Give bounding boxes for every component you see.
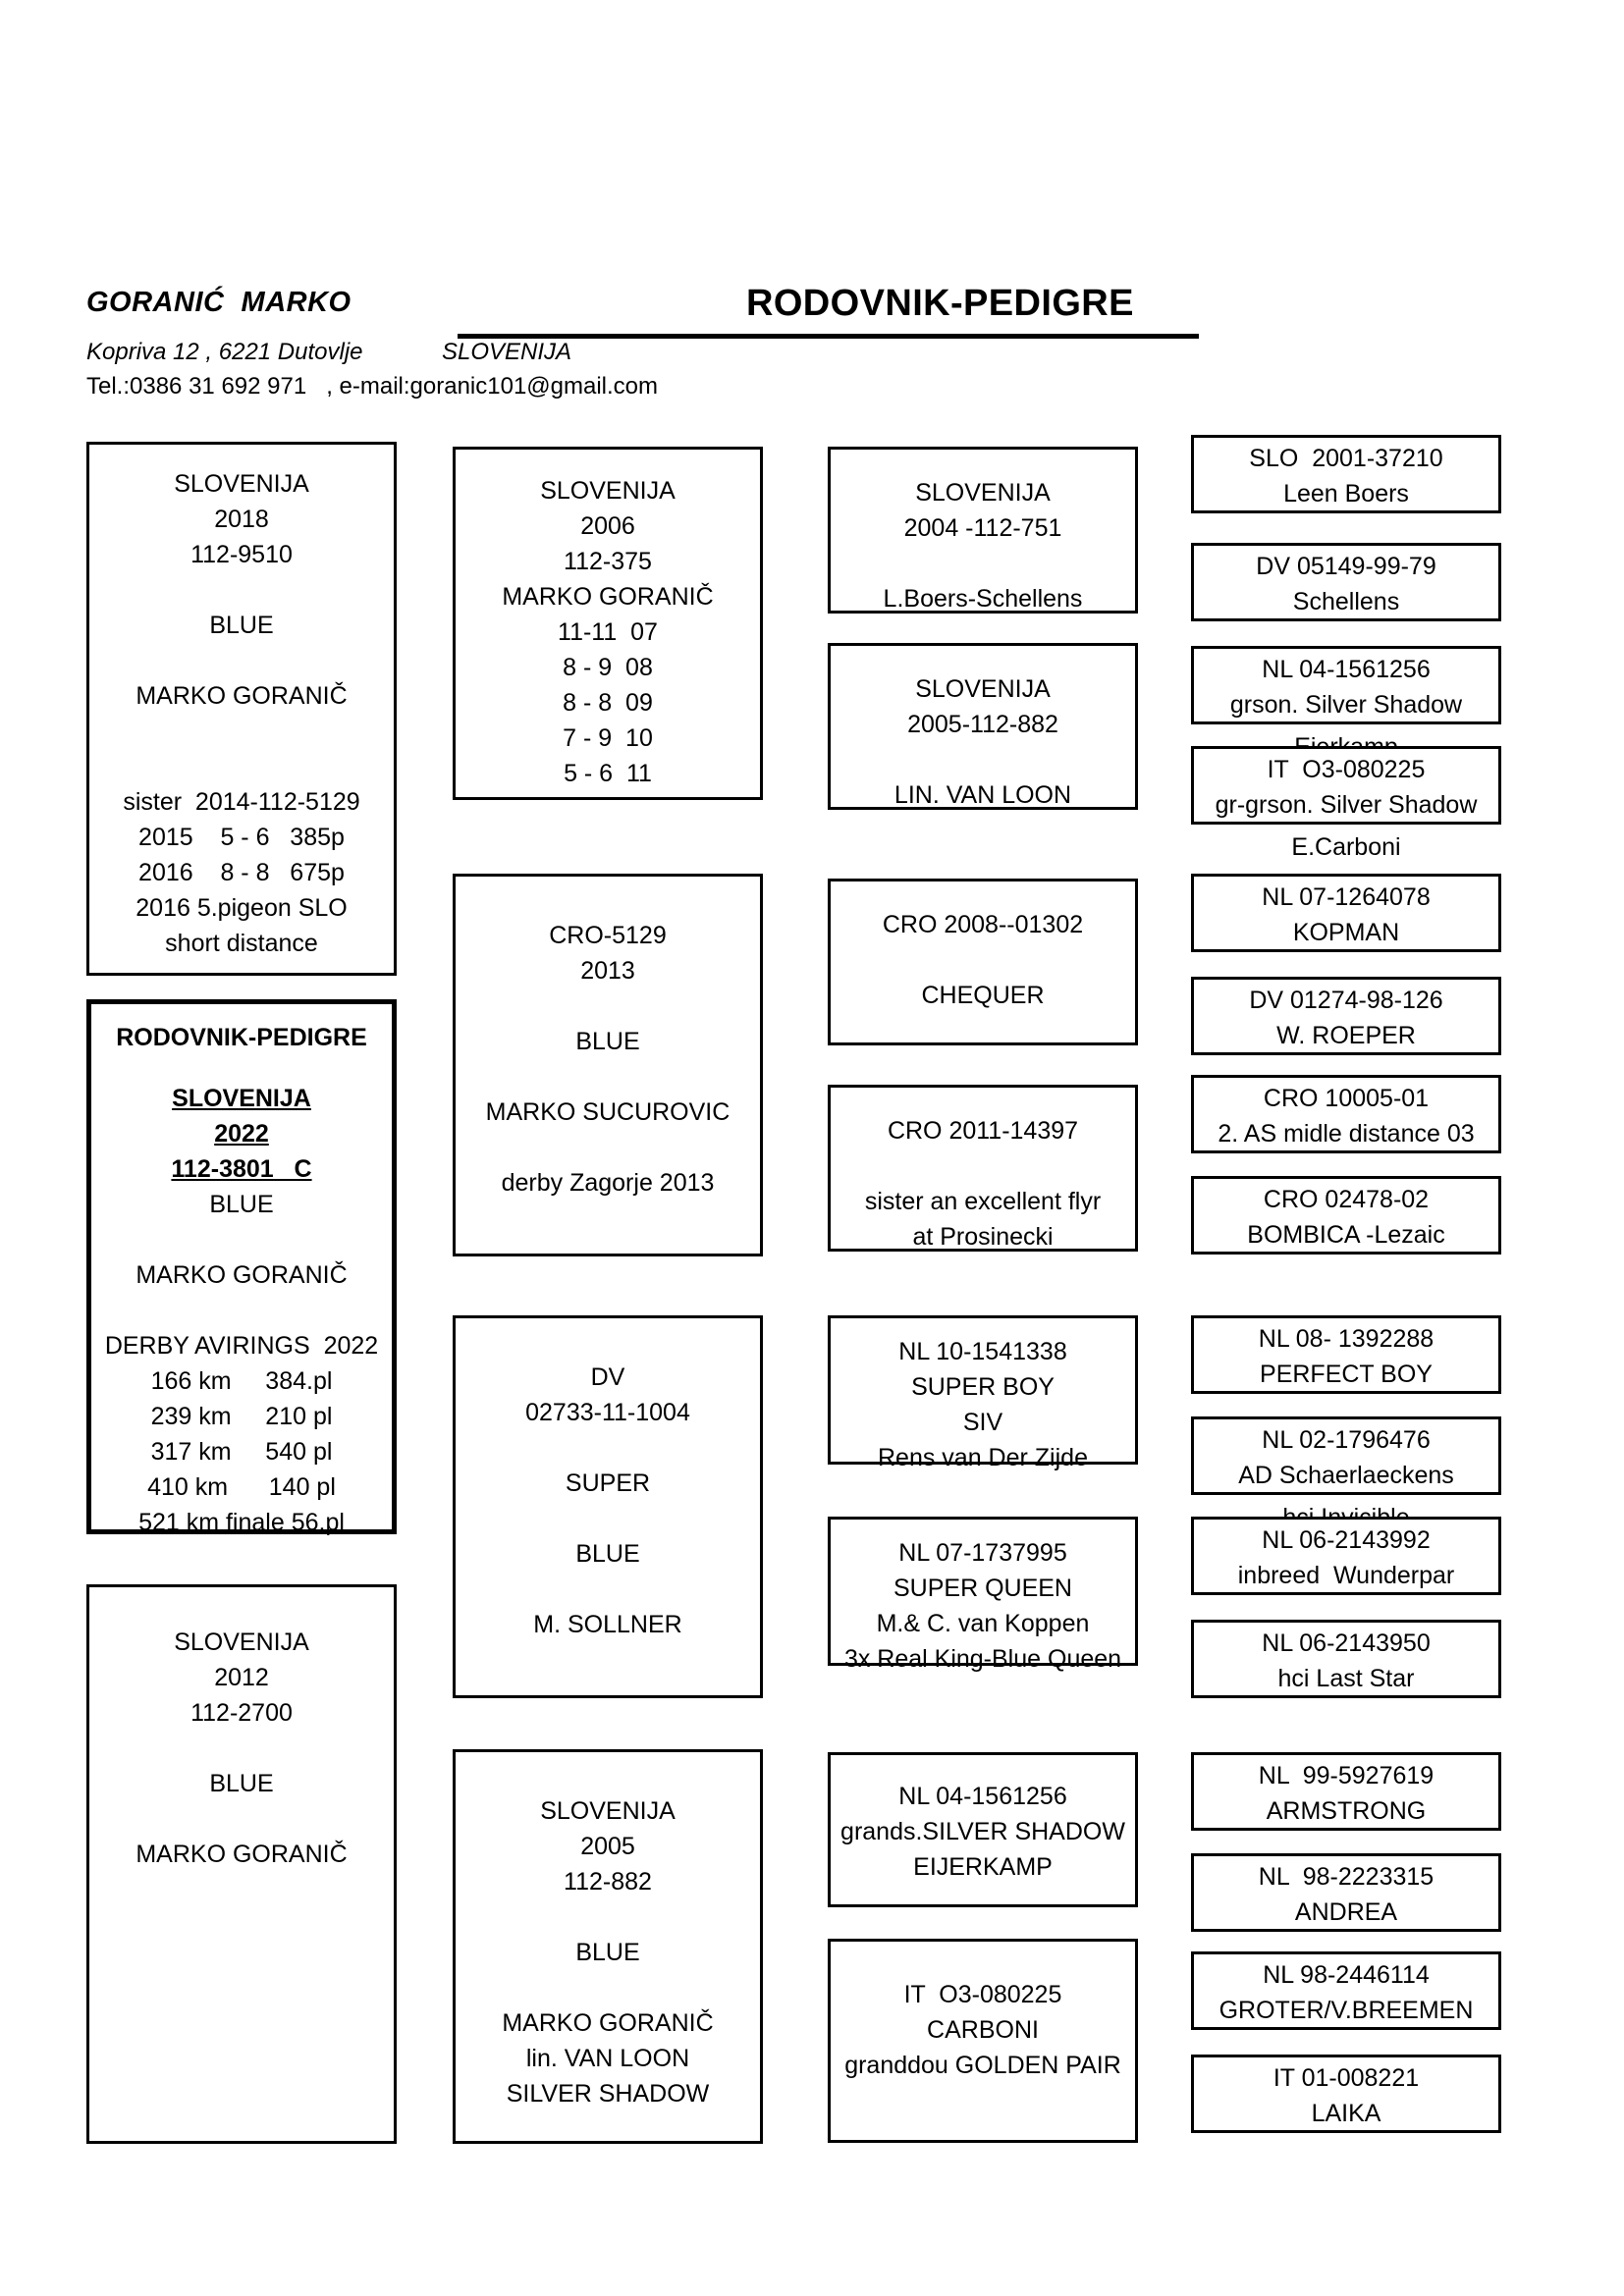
- text-line: IT O3-080225: [1267, 756, 1426, 783]
- text-line: AD Schaerlaeckens: [1238, 1462, 1454, 1489]
- pedigree-box-c4-8: [1191, 1176, 1501, 1255]
- text-line: CRO 10005-01: [1263, 1085, 1430, 1112]
- breeder-address: Kopriva 12 , 6221 Dutovlje: [86, 339, 363, 365]
- text-line: MARKO GORANIČ: [135, 1841, 348, 1868]
- c4-2-lines: [1194, 549, 1498, 619]
- text-line: 2006: [580, 512, 635, 540]
- text-line: 239 km 210 pl: [150, 1403, 333, 1430]
- subject-lines: [91, 1081, 392, 1540]
- pedigree-box-c4-16: [1191, 2055, 1501, 2133]
- text-line: at Prosinecki: [912, 1223, 1054, 1251]
- text-line: MARKO GORANIČ: [135, 682, 348, 710]
- c4-6-lines: [1194, 983, 1498, 1053]
- pedigree-box-c4-9: [1191, 1315, 1501, 1394]
- text-line: 11-11 07: [558, 618, 658, 646]
- text-line: KOPMAN: [1292, 919, 1400, 946]
- pedigree-box-c2-1: [453, 447, 763, 800]
- text-line: 3x Real King-Blue Queen: [843, 1645, 1122, 1673]
- c3-4-lines: [831, 1113, 1135, 1255]
- text-line: CRO 2008--01302: [882, 911, 1084, 938]
- text-line: MARKO GORANIČ: [135, 1261, 348, 1289]
- text-line: NL 06-2143992: [1262, 1526, 1431, 1554]
- text-line: [89, 1731, 394, 1766]
- text-line: [831, 546, 1135, 581]
- text-line: CRO 02478-02: [1263, 1186, 1430, 1213]
- pedigree-box-c2-2: [453, 874, 763, 1256]
- text-line: 8 - 8 09: [563, 689, 653, 717]
- pedigree-box-c4-3: [1191, 646, 1501, 724]
- text-line: ARMSTRONG: [1266, 1797, 1427, 1825]
- text-line: LAIKA: [1311, 2100, 1381, 2127]
- text-line: 410 km 140 pl: [147, 1473, 336, 1501]
- c4-12-lines: [1194, 1626, 1498, 1696]
- text-line: PERFECT BOY: [1260, 1361, 1433, 1388]
- text-line: Rens van Der Zijde: [878, 1444, 1088, 1471]
- c3-8-lines: [831, 1977, 1135, 2083]
- text-line: 2016 8 - 8 675p: [138, 859, 345, 886]
- c3-3-lines: [831, 907, 1135, 1013]
- page-title: RODOVNIK-PEDIGRE: [746, 283, 1134, 324]
- text-line: GROTER/V.BREEMEN: [1218, 1997, 1474, 2024]
- pedigree-box-c4-14: [1191, 1853, 1501, 1932]
- sire-lines: [89, 466, 394, 961]
- text-line: SILVER SHADOW: [506, 2080, 710, 2108]
- subject-heading-line: [91, 1020, 392, 1055]
- pedigree-box-c3-3: [828, 879, 1138, 1045]
- text-line: DERBY AVIRINGS 2022: [104, 1332, 379, 1360]
- text-line: SUPER BOY: [911, 1373, 1055, 1401]
- text-line: [91, 1222, 392, 1257]
- text-line: grands.SILVER SHADOW: [840, 1818, 1125, 1845]
- text-line: CRO-5129: [549, 922, 667, 949]
- pedigree-box-c4-4: [1191, 746, 1501, 861]
- text-line: DV: [590, 1363, 625, 1391]
- pedigree-box-sire: [86, 442, 397, 976]
- text-line: SLO 2001-37210: [1249, 445, 1443, 472]
- text-line: sister 2014-112-5129: [123, 788, 360, 816]
- c3-2-lines: [831, 671, 1135, 813]
- text-line: Leen Boers: [1283, 480, 1409, 507]
- text-line: 2012: [214, 1664, 269, 1691]
- pedigree-box-subject: [86, 999, 397, 1534]
- text-line: NL 04-1561256: [898, 1783, 1067, 1810]
- c4-16-lines: [1194, 2060, 1498, 2131]
- text-line: SLOVENIJA: [540, 477, 676, 505]
- text-line: MARKO GORANIČ: [502, 2009, 714, 2037]
- text-line: BLUE: [575, 1028, 640, 1055]
- text-line: NL 06-2143950: [1262, 1629, 1431, 1657]
- text-line: BOMBICA -Lezaic: [1247, 1221, 1445, 1249]
- text-line: 112-375: [564, 548, 652, 575]
- dam-lines: [89, 1625, 394, 1872]
- breeder-country: SLOVENIJA: [442, 339, 572, 365]
- pedigree-box-c4-5: [1191, 874, 1501, 952]
- text-line: sister an excellent flyr: [864, 1188, 1102, 1215]
- text-line: BLUE: [209, 1191, 274, 1218]
- text-line: [831, 1148, 1135, 1184]
- text-line: [89, 643, 394, 678]
- text-line: 2. AS midle distance 03: [1218, 1120, 1475, 1148]
- c2-4-lines: [456, 1793, 760, 2111]
- text-line: EIJERKAMP: [913, 1853, 1053, 1881]
- c3-1-lines: [831, 475, 1135, 616]
- c2-3-lines: [456, 1360, 760, 1642]
- text-line: 112-3801 C: [171, 1155, 312, 1183]
- text-line: SLOVENIJA: [174, 1629, 309, 1656]
- text-line: NL 02-1796476: [1262, 1426, 1431, 1454]
- text-line: 02733-11-1004: [525, 1399, 690, 1426]
- c4-10-lines: [1194, 1422, 1498, 1493]
- c4-15-lines: [1194, 1957, 1498, 2028]
- pedigree-box-c3-1: [828, 447, 1138, 614]
- text-line: BLUE: [575, 1939, 640, 1966]
- text-line: IT 01-008221: [1272, 2064, 1420, 2092]
- text-line: 8 - 9 08: [563, 654, 653, 681]
- c3-6-lines: [831, 1535, 1135, 1677]
- text-line: [456, 1572, 760, 1607]
- text-line: CHEQUER: [921, 982, 1045, 1009]
- c4-1-lines: [1194, 441, 1498, 511]
- text-line: 112-9510: [190, 541, 293, 568]
- pedigree-box-c3-5: [828, 1315, 1138, 1471]
- text-line: NL 98-2446114: [1263, 1961, 1430, 1989]
- text-line: [456, 1430, 760, 1466]
- c2-1-lines: [456, 473, 760, 791]
- text-line: lin. VAN LOON: [525, 2045, 690, 2072]
- text-line: SUPER QUEEN: [893, 1575, 1072, 1602]
- text-line: grson. Silver Shadow: [1229, 691, 1463, 719]
- text-line: LIN. VAN LOON: [893, 781, 1072, 809]
- c4-7-lines: [1194, 1081, 1498, 1151]
- text-line: granddou GOLDEN PAIR: [844, 2052, 1121, 2079]
- pedigree-box-c3-7: [828, 1752, 1138, 1907]
- text-line: M. SOLLNER: [533, 1611, 682, 1638]
- text-line: BLUE: [575, 1540, 640, 1568]
- text-line: gr-grson. Silver Shadow: [1215, 791, 1478, 819]
- text-line: [831, 942, 1135, 978]
- text-line: NL 07-1737995: [898, 1539, 1067, 1567]
- c4-3-lines: [1194, 652, 1498, 722]
- text-line: NL 99-5927619: [1258, 1762, 1435, 1789]
- text-line: BLUE: [209, 612, 274, 639]
- text-line: 5 - 6 11: [564, 760, 652, 787]
- text-line: [831, 742, 1135, 777]
- text-line: 2013: [580, 957, 635, 985]
- text-line: 2015 5 - 6 385p: [138, 824, 345, 851]
- text-line: NL 07-1264078: [1262, 883, 1431, 911]
- c4-11-lines: [1194, 1522, 1498, 1593]
- pedigree-box-c4-2: [1191, 543, 1501, 621]
- text-line: [456, 1059, 760, 1095]
- pedigree-box-c4-11: [1191, 1517, 1501, 1595]
- text-line: CRO 2011-14397: [887, 1117, 1079, 1145]
- text-line: 317 km 540 pl: [150, 1438, 333, 1466]
- text-line: NL 04-1561256: [1262, 656, 1431, 683]
- pedigree-box-c2-3: [453, 1315, 763, 1698]
- c4-13-lines: [1194, 1758, 1498, 1829]
- text-line: [91, 1293, 392, 1328]
- pedigree-box-c4-7: [1191, 1075, 1501, 1153]
- text-line: [456, 1899, 760, 1935]
- c4-8-lines: [1194, 1182, 1498, 1253]
- text-line: SLOVENIJA: [915, 479, 1051, 507]
- text-line: SLOVENIJA: [915, 675, 1051, 703]
- text-line: BLUE: [209, 1770, 274, 1797]
- text-line: M.& C. van Koppen: [876, 1610, 1090, 1637]
- text-line: SLOVENIJA: [174, 470, 309, 498]
- pedigree-box-c3-6: [828, 1517, 1138, 1673]
- text-line: short distance: [165, 930, 318, 957]
- text-line: SLOVENIJA: [540, 1797, 676, 1825]
- c4-4-overflow-note: E.Carboni: [1291, 833, 1401, 861]
- text-line: 7 - 9 10: [563, 724, 653, 752]
- pedigree-box-c4-15: [1191, 1951, 1501, 2030]
- text-line: 2016 5.pigeon SLO: [135, 894, 348, 922]
- c4-5-lines: [1194, 880, 1498, 950]
- pedigree-box-dam: [86, 1584, 397, 2144]
- pedigree-box-c3-4: [828, 1085, 1138, 1252]
- text-line: [456, 1501, 760, 1536]
- text-line: [456, 1130, 760, 1165]
- text-line: [456, 1970, 760, 2005]
- c3-5-lines: [831, 1334, 1135, 1475]
- c3-7-lines: [831, 1779, 1135, 1885]
- subject-heading: RODOVNIK-PEDIGRE: [116, 1024, 367, 1051]
- pedigree-box-c4-10: [1191, 1416, 1501, 1495]
- text-line: DV 05149-99-79: [1256, 553, 1436, 580]
- c4-14-lines: [1194, 1859, 1498, 1930]
- pedigree-box-c4-12: [1191, 1620, 1501, 1698]
- text-line: W. ROEPER: [1276, 1022, 1416, 1049]
- pedigree-box-c4-13: [1191, 1752, 1501, 1831]
- pedigree-box-c3-8: [828, 1939, 1138, 2143]
- c2-2-lines: [456, 918, 760, 1201]
- text-line: DV 01274-98-126: [1249, 987, 1443, 1014]
- text-line: [89, 572, 394, 608]
- text-line: SLOVENIJA: [172, 1085, 311, 1112]
- text-line: MARKO GORANIČ: [502, 583, 714, 611]
- text-line: 2005: [580, 1833, 635, 1860]
- text-line: 2004 -112-751: [903, 514, 1062, 542]
- pedigree-box-c3-2: [828, 643, 1138, 810]
- breeder-name: GORANIĆ MARKO: [86, 287, 352, 318]
- text-line: CARBONI: [927, 2016, 1039, 2044]
- text-line: derby Zagorje 2013: [501, 1169, 715, 1197]
- text-line: 2022: [214, 1120, 269, 1148]
- pedigree-box-c4-6: [1191, 977, 1501, 1055]
- text-line: 112-2700: [190, 1699, 293, 1727]
- text-line: [89, 1801, 394, 1837]
- breeder-contact: Tel.:0386 31 692 971 , e-mail:goranic101@gmail.com: [86, 373, 659, 400]
- c4-9-lines: [1194, 1321, 1498, 1392]
- text-line: 166 km 384.pl: [150, 1367, 333, 1395]
- text-line: IT O3-080225: [903, 1981, 1062, 2008]
- text-line: [456, 988, 760, 1024]
- text-line: [89, 714, 394, 749]
- text-line: NL 08- 1392288: [1258, 1325, 1435, 1353]
- text-line: NL 10-1541338: [898, 1338, 1067, 1365]
- text-line: SIV: [962, 1409, 1003, 1436]
- text-line: inbreed Wunderpar: [1237, 1562, 1455, 1589]
- pedigree-box-c4-1: [1191, 435, 1501, 513]
- c4-4-lines: [1194, 752, 1498, 823]
- text-line: Schellens: [1292, 588, 1400, 615]
- text-line: NL 98-2223315: [1258, 1863, 1435, 1891]
- text-line: 2005-112-882: [907, 711, 1058, 738]
- text-line: SUPER: [565, 1469, 651, 1497]
- text-line: ANDREA: [1294, 1898, 1398, 1926]
- text-line: hci Last Star: [1277, 1665, 1415, 1692]
- text-line: 2018: [214, 506, 269, 533]
- text-line: [89, 749, 394, 784]
- text-line: L.Boers-Schellens: [883, 585, 1083, 613]
- pedigree-box-c2-4: [453, 1749, 763, 2144]
- text-line: MARKO SUCUROVIC: [485, 1098, 731, 1126]
- text-line: 112-882: [564, 1868, 652, 1896]
- text-line: 521 km finale 56.pl: [138, 1509, 345, 1536]
